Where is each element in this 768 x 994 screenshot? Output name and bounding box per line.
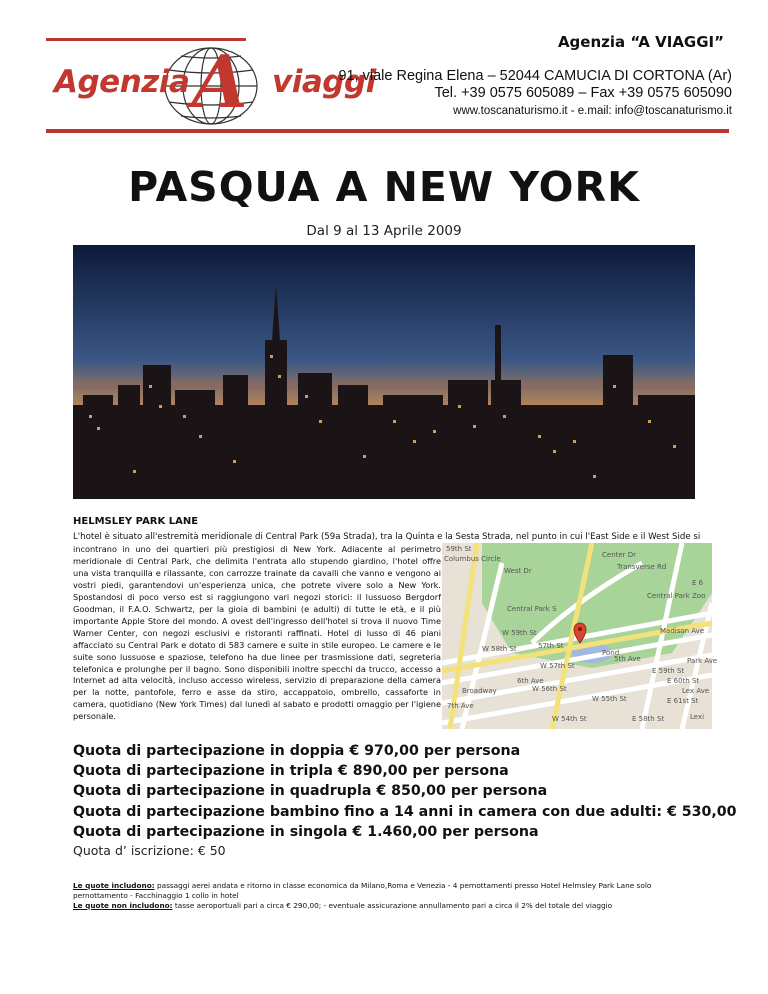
- price-single: Quota di partecipazione in singola € 1.460,00 per persona: [73, 823, 539, 840]
- registration-fee: Quota d’ iscrizione: € 50: [73, 843, 226, 858]
- map-label: 7th Ave: [447, 702, 474, 710]
- agency-logo: [46, 40, 376, 132]
- price-quadruple: Quota di partecipazione in quadrupla € 850,00 per persona: [73, 783, 548, 800]
- agency-web-email: www.toscanaturismo.it - e.mail: info@toscanaturismo.it: [453, 105, 732, 117]
- map-label: E 60th St: [667, 677, 700, 685]
- price-list: [73, 741, 737, 842]
- map-label: E 6: [692, 579, 704, 587]
- hotel-location-map: [442, 543, 718, 729]
- map-label: E 58th St: [632, 715, 665, 723]
- logo-word-agenzia: Agenzia: [54, 64, 190, 100]
- hotel-description: incontrano in uno dei quartieri più prestigiosi di New York. Adiacente al perimetro meridionale di Central Park, che delimita l'entrata allo stupendo giardino, l'hotel offre una vista tranquilla e rilassante, con carrozze trainate da cavalli che vanno e vengono ai vostri piedi, garantendovi un'esperienza unica, che potrete vivere solo a New York. Spostandosi di poco verso est si raggiungono vari negozi storici: il lussuoso Bergdorf Goodman, il F.A.O. Schwartz, per la gioia di bambini (e adulti) di tutte le età, e il più importante Apple Store del mondo. A ovest dell'ingresso dell'hotel si trova il nuovo Time Warner Center, con negozi esclusivi e ristoranti raffinati. Hotel di lusso di 46 piani affacciato su Central Park e dotato di 583 camere e suite in stile europeo. Le camere e le suite sono lussuose e spaziose, telefono ha due linee per trasmissione dati, segreteria telefonica e prolunghe per il bagno. Sono disponibili inoltre specchi da trucco, accesso a Internet ad alta velocità, incluso accesso wireless, servizio di preparazione della camera per la notte, pantofole, ferro e asse da stiro, accappatoio, ombrello, cassaforte in camera, quotidiano (New York Times) dal lunedì al sabato e prodotti omaggio per l'igiene personale.: [73, 544, 441, 722]
- agency-phone: Tel. +39 0575 605089 – Fax +39 0575 605090: [434, 85, 732, 101]
- map-label: W 56th St: [532, 685, 567, 693]
- hotel-name: HELMSLEY PARK LANE: [73, 516, 199, 527]
- excluded-text: tasse aeroportuali pari a circa € 290,00; - eventuale assicurazione annullamento pari a circa il 2% del totale del viaggio: [172, 901, 613, 910]
- map-label: W 57th St: [540, 662, 575, 670]
- map-label: West Dr: [504, 567, 532, 575]
- map-label: Transverse Rd: [617, 563, 667, 571]
- map-label: Pond: [602, 649, 620, 657]
- agency-address: 91, viale Regina Elena – 52044 CAMUCIA DI CORTONA (Ar): [338, 68, 732, 84]
- agency-name: Agenzia “A VIAGGI”: [557, 33, 724, 51]
- map-label: E 61st St: [667, 697, 699, 705]
- map-label: Lexi: [690, 713, 705, 721]
- map-label: 59th St: [446, 545, 472, 553]
- new-york-skyline-photo: [73, 245, 695, 499]
- header-bottom-rule: [46, 129, 729, 133]
- map-label: 5th Ave: [614, 655, 641, 663]
- included-notes-2: pernottamento - Facchinaggio 1 collo in hotel: [73, 891, 239, 900]
- map-label: Columbus Circle: [444, 555, 501, 563]
- excluded-notes: [73, 901, 612, 911]
- map-label: Madison Ave: [660, 627, 705, 635]
- price-double: Quota di partecipazione in doppia € 970,00 per persona: [73, 743, 521, 759]
- excluded-label: Le quote non includono:: [73, 901, 173, 910]
- map-label: Central Park S: [507, 605, 557, 613]
- map-label: Central Park Zoo: [647, 592, 706, 600]
- map-label: Lex Ave: [682, 687, 710, 695]
- map-label: Center Dr: [602, 551, 637, 559]
- logo-word-viaggi: viaggi: [272, 64, 376, 100]
- map-label: Park Ave: [687, 657, 718, 665]
- hotel-description-first-line: L'hotel è situato all'estremità meridionale di Central Park (59a Strada), tra la Quinta e la Sesta Strada, nel punto in cui l'East Side e il West Side si: [73, 532, 701, 542]
- map-label: Broadway: [462, 687, 497, 695]
- map-label: W 58th St: [482, 645, 517, 653]
- map-label: W 55th St: [592, 695, 627, 703]
- map-label: 6th Ave: [517, 677, 544, 685]
- page-title: PASQUA A NEW YORK: [128, 163, 640, 211]
- map-label: W 59th St: [502, 629, 537, 637]
- included-notes: [73, 881, 651, 891]
- trip-dates: Dal 9 al 13 Aprile 2009: [306, 223, 462, 239]
- logo-letter-a: A: [192, 39, 248, 124]
- map-label: E 59th St: [652, 667, 685, 675]
- included-label: Le quote includono:: [73, 881, 155, 890]
- price-triple: Quota di partecipazione in tripla € 890,00 per persona: [73, 763, 509, 780]
- included-text: passaggi aerei andata e ritorno in classe economica da Milano,Roma e Venezia - 4 pernottamenti presso Hotel Helmsley Park Lane solo: [154, 881, 652, 890]
- price-child: Quota di partecipazione bambino fino a 14 anni in camera con due adulti: € 530,00: [73, 803, 737, 820]
- map-label: W 54th St: [552, 715, 587, 723]
- map-label: 57th St: [538, 642, 564, 650]
